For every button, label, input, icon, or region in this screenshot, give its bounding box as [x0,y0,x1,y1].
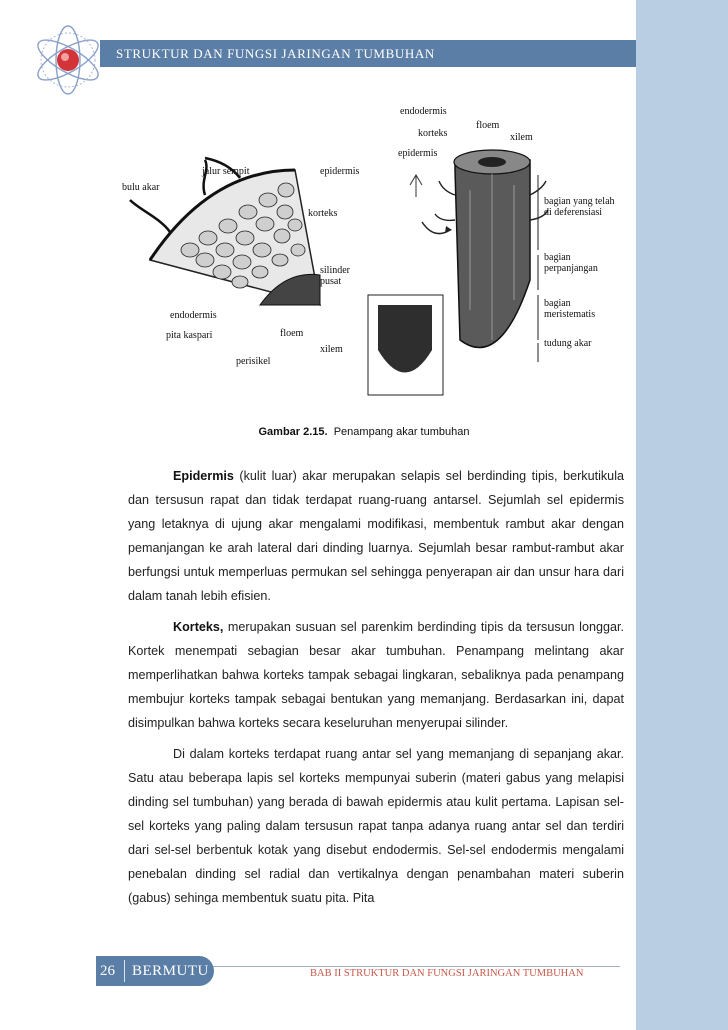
paragraph-korteks [128,615,624,735]
label-right-korteks: korteks [418,128,448,139]
label-floem: floem [280,328,304,339]
label-tudung-akar: tudung akar [544,338,592,349]
side-band [636,0,728,1030]
footer-chapter: BAB II STRUKTUR DAN FUNGSI JARINGAN TUMBUHAN [310,968,584,979]
text-epidermis: (kulit luar) akar merupakan selapis sel berdinding tipis, berkutikula dan tersusun rapat dan tidak terdapat ruang-ruang antarsel. Sejumlah sel epidermis yang letaknya di ujung akar mengalami modifikasi, membentuk rambut akar dengan pemanjangan ke arah lateral dari dinding luarnya. Sejumlah besar rambut-rambut akar berfungsi untuk memperluas permukan sel sehingga penyerapan air dan unsur hara dari dalam tanah lebih efisien. [128,469,624,603]
label-right-epidermis: epidermis [398,148,438,159]
text-korteks: merupakan susuan sel parenkim berdinding tipis da tersusun longgar. Kortek menempati sebagian besar akar tumbuhan. Penampang melintang akar memperlihatkan bahwa korteks tampak sebagai lingkaran, sebaliknya pada penampang membujur korteks tampak sebagai bentukan yang memanjang. Berdasarkan ini, dapat disimpulkan bahwa korteks secara keseluruhan menyerupai silinder. [128,620,624,730]
caption-text: Penampang akar tumbuhan [333,426,470,438]
caption-number: Gambar 2.15. [258,426,328,438]
body-text [128,464,624,917]
label-xilem: xilem [320,344,343,355]
label-bagian-perpanjangan: bagian perpanjangan [544,252,598,274]
label-endodermis: endodermis [170,310,217,321]
footer-brand: BERMUTU [132,963,209,979]
label-epidermis: epidermis [320,166,360,177]
label-korteks: korteks [308,208,338,219]
page-number: 26 [100,963,115,979]
label-right-endodermis: endodermis [400,106,447,117]
paragraph-epidermis [128,464,624,608]
term-korteks: Korteks, [173,620,224,634]
footer-separator [124,960,125,982]
label-jalur-sempit: jalur sempit [202,166,250,177]
label-bagian-diferensiasi: bagian yang telah di deferensiasi [544,196,615,218]
root-illustration [110,100,630,400]
label-pita-kaspari: pita kaspari [166,330,213,341]
atom-logo-icon [30,22,106,98]
label-silinder-pusat: silinder pusat [320,265,350,287]
paragraph-ruang-antar-sel: Di dalam korteks terdapat ruang antar sel yang memanjang di sepanjang akar. Satu atau beberapa lapis sel korteks mempunyai suberin (materi gabus yang melapisi dinding sel tumbuhan) yang berada di bawah epidermis atau kulit pertama. Lapisan sel-sel korteks yang paling dalam tersusun rapat tanpa adanya ruang antar sel dan terdiri dari sel-sel berbentuk kotak yang disebut endodermis. Sel-sel endodermis mengalami penebalan dinding sel radial dan vertikalnya dengan penambahan materi suberin (gabus) sehinga membentuk suatu pita. Pita [128,747,624,905]
term-epidermis: Epidermis [173,469,234,483]
label-perisikel: perisikel [236,356,271,367]
label-bagian-meristematis: bagian meristematis [544,298,596,320]
label-right-floem: floem [476,120,500,131]
figure-caption [0,426,728,438]
root-cross-section-figure [110,100,630,400]
header-title: STRUKTUR DAN FUNGSI JARINGAN TUMBUHAN [116,46,435,61]
label-right-xilem: xilem [510,132,533,143]
label-bulu-akar: bulu akar [122,182,160,193]
